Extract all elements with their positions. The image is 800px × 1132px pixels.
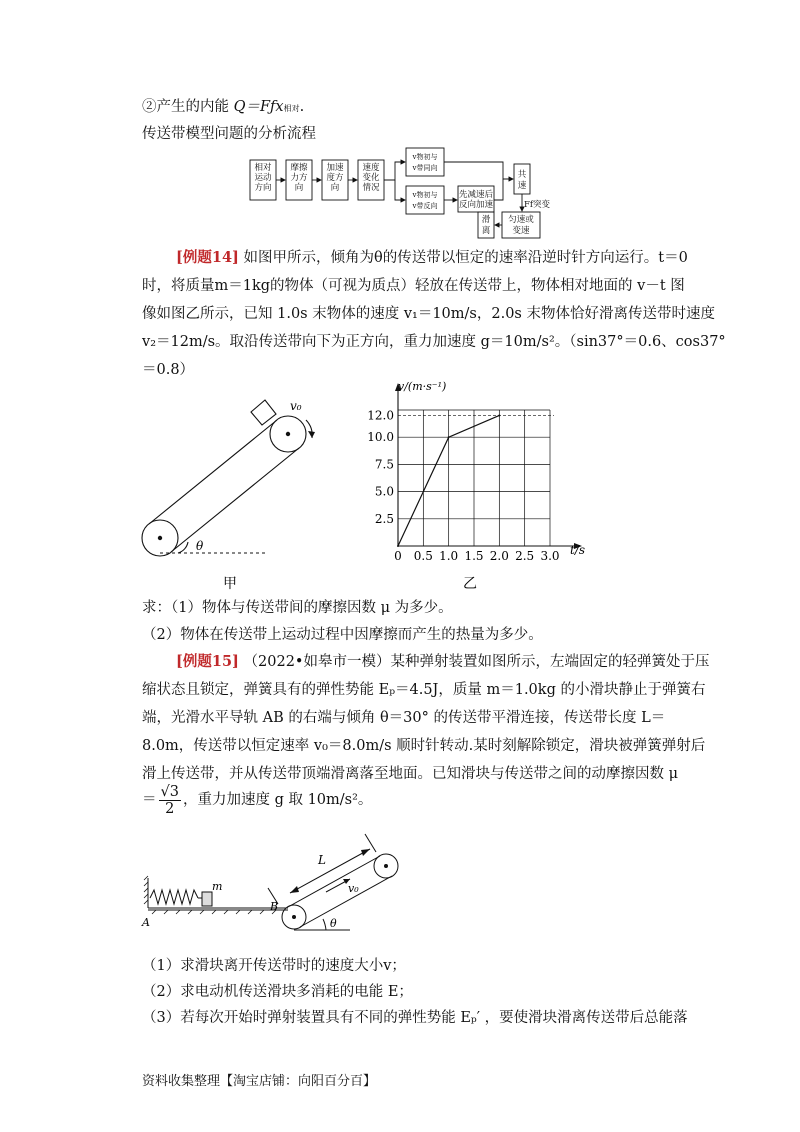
ex14-line-3: 像如图乙所示，已知 1.0s 末物体的速度 v₁＝10m/s，2.0s 末物体恰好滑离传送带时速度	[142, 306, 715, 322]
fc-box-6: v物初与	[412, 191, 438, 199]
ex14-line-1: [例题14] 如图甲所示，倾角为θ的传送带以恒定的速率沿逆时针方向运行。t＝0	[176, 249, 688, 266]
fc-box-2: 摩擦	[290, 163, 308, 173]
ex15-line-1: [例题15] （2022•如皋市一模）某种弹射装置如图所示，左端固定的轻弹簧处于压	[176, 653, 710, 670]
svg-text:速: 速	[517, 181, 527, 191]
fc-box-11: 滑	[481, 215, 491, 225]
ex15-q1: （1）求滑块离开传送带时的速度大小v；	[142, 958, 406, 974]
figure-spring-launcher-belt	[140, 830, 440, 942]
label-m: m	[212, 880, 223, 893]
fc-label-ff: Ff突变	[524, 200, 551, 210]
data-point	[397, 545, 399, 547]
flowchart	[248, 146, 588, 242]
figure-jia-incline-belt	[138, 390, 338, 595]
x-tick-label: 1.5	[464, 549, 484, 563]
ex14-line-4: v₂＝12m/s。取沿传送带向下为正方向，重力加速度 g＝10m/s²。（sin37°＝0.6、cos37°	[142, 334, 726, 350]
x-tick-label: 0.5	[413, 549, 433, 563]
heat-formula-line: ②产生的内能 Q＝Fƒx相对.	[142, 99, 305, 115]
fc-box-10: 匀速或	[508, 215, 534, 225]
svg-text:变速: 变速	[512, 226, 530, 236]
caption-jia: 甲	[223, 576, 237, 592]
fc-box-4: 速度	[362, 163, 380, 173]
svg-text:力方: 力方	[290, 173, 308, 183]
x-tick-label: 3.0	[540, 549, 560, 563]
label-B: B	[270, 900, 279, 913]
label-L: L	[318, 853, 326, 867]
x-tick-label: 1.0	[439, 549, 459, 563]
svg-text:方向: 方向	[254, 183, 272, 193]
caption-yi: 乙	[463, 576, 477, 592]
svg-text:变化: 变化	[362, 173, 380, 183]
svg-text:情况: 情况	[362, 183, 380, 193]
data-point	[498, 414, 500, 416]
svg-text:离: 离	[481, 226, 491, 236]
ex14-line-5: ＝0.8）	[142, 362, 195, 378]
ex14-line-2: 时，将质量m＝1kg的物体（可视为质点）轻放在传送带上，物体相对地面的 v－t 图	[142, 278, 685, 294]
svg-text:向: 向	[294, 183, 304, 193]
svg-text:v带同向: v带同向	[412, 164, 438, 172]
fc-box-3: 加速	[326, 163, 344, 173]
fc-box-1: 相对	[254, 163, 272, 173]
ex15-line-3: 端，光滑水平导轨 AB 的右端与倾角 θ＝30° 的传送带平滑连接，传送带长度 L＝	[142, 710, 666, 726]
label-theta-15: θ	[330, 917, 337, 930]
label-theta: θ	[196, 539, 204, 553]
y-axis-label: v/(m·s⁻¹)	[398, 380, 447, 393]
mu-fraction: $\frac{√3}{2}$	[160, 783, 179, 817]
ex14-q1: 求：（1）物体与传送带间的摩擦因数 μ 为多少。	[142, 600, 453, 616]
ex15-q2: （2）求电动机传送滑块多消耗的电能 E；	[142, 984, 413, 1000]
fc-box-7: 先减速后	[458, 190, 494, 200]
y-tick-label: 2.5	[374, 511, 394, 526]
data-point	[448, 436, 450, 438]
label-A: A	[142, 916, 150, 929]
x-tick-label: 2.5	[515, 549, 535, 563]
y-tick-label: 7.5	[374, 457, 394, 472]
label-v0-15: v₀	[348, 882, 359, 895]
ex15-mu-line: ＝ $\frac{√3}{2}$ ，重力加速度 g 取 10m/s²。	[142, 783, 373, 817]
label-v0: v₀	[290, 399, 302, 413]
section-title: 传送带模型问题的分析流程	[142, 126, 316, 142]
ex15-line-2: 缩状态且锁定，弹簧具有的弹性势能 Eₚ＝4.5J，质量 m＝1.0kg 的小滑块静止于弹簧右	[142, 682, 706, 698]
x-tick-label: 2.0	[489, 549, 509, 563]
figure-yi-vt-graph	[354, 378, 604, 596]
footer-source: 资料收集整理【淘宝店铺：向阳百分百】	[142, 1074, 377, 1089]
ex14-q2: （2）物体在传送带上运动过程中因摩擦而产生的热量为多少。	[142, 627, 543, 643]
fc-box-5: v物初与	[412, 153, 438, 161]
svg-text:运动: 运动	[254, 173, 272, 183]
svg-text:v带反向: v带反向	[412, 202, 438, 210]
ex15-q3: （3）若每次开始时弹射装置具有不同的弹性势能 Eₚ′ ，要使滑块滑离传送带后总能落	[142, 1010, 688, 1026]
y-tick-label: 10.0	[367, 430, 394, 445]
x-tick-label: 0	[394, 549, 402, 563]
y-tick-label: 5.0	[374, 484, 394, 499]
x-axis-label: t/s	[570, 543, 586, 557]
y-tick-label: 12.0	[367, 408, 394, 423]
ex15-line-5: 滑上传送带，并从传送带顶端滑离落至地面。已知滑块与传送带之间的动摩擦因数 μ	[142, 766, 679, 782]
ex15-line-4: 8.0m，传送带以恒定速率 v₀＝8.0m/s 顺时针转动.某时刻解除锁定，滑块被弹簧弹射后	[142, 738, 706, 754]
svg-text:反向加速: 反向加速	[458, 200, 494, 210]
svg-text:度方: 度方	[326, 173, 344, 183]
fc-box-8: 共	[517, 170, 527, 180]
svg-text:向: 向	[330, 183, 340, 193]
